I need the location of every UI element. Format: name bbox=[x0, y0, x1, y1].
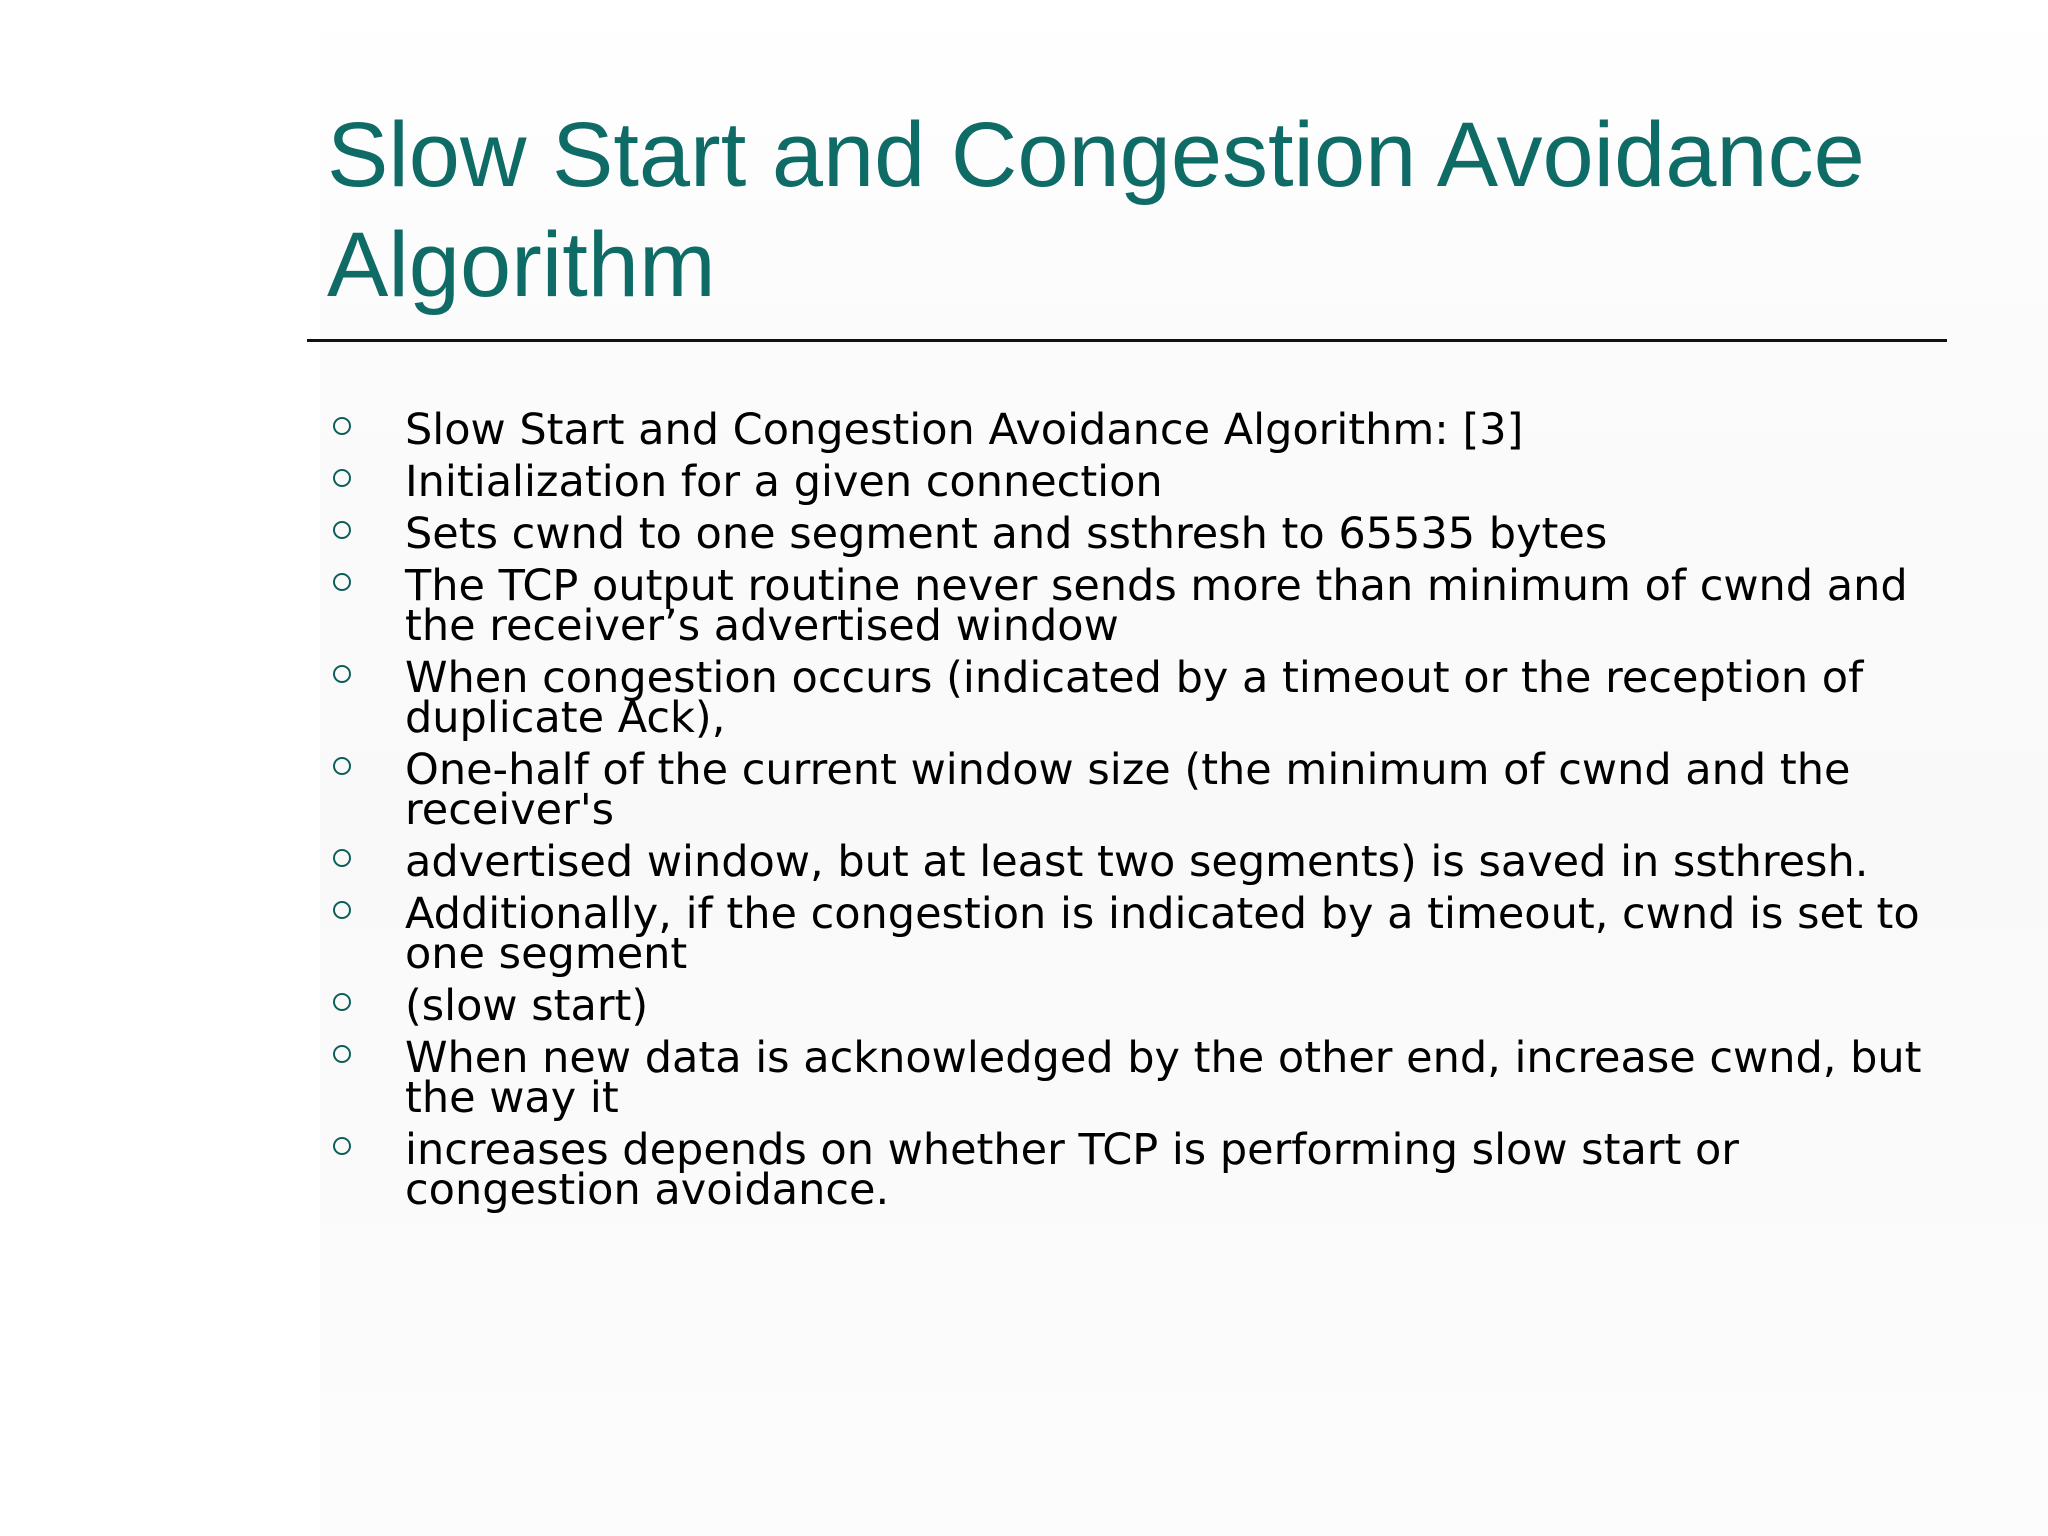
hollow-circle-bullet-icon bbox=[333, 521, 351, 539]
bullet-text: When congestion occurs (indicated by a timeout or the reception of duplicate Ack), bbox=[405, 653, 1877, 743]
hollow-circle-bullet-icon bbox=[333, 993, 351, 1011]
hollow-circle-bullet-icon bbox=[333, 901, 351, 919]
list-item bbox=[327, 981, 1947, 1031]
bullet-list bbox=[327, 405, 1947, 1222]
bullet-text: When new data is acknowledged by the other end, increase cwnd, but the way it bbox=[405, 1033, 1936, 1123]
bullet-text: Sets cwnd to one segment and ssthresh to 65535 bytes bbox=[405, 509, 1608, 559]
hollow-circle-bullet-icon bbox=[333, 757, 351, 775]
list-item bbox=[327, 837, 1947, 887]
bullet-text: Initialization for a given connection bbox=[405, 457, 1163, 507]
bullet-text: Additionally, if the congestion is indicated by a timeout, cwnd is set to one segment bbox=[405, 889, 1934, 979]
list-item bbox=[327, 745, 1947, 835]
bullet-text: (slow start) bbox=[405, 981, 649, 1031]
slide-title: Slow Start and Congestion Avoidance Algorithm bbox=[327, 104, 1865, 316]
bullet-text: advertised window, but at least two segments) is saved in ssthresh. bbox=[405, 837, 1869, 887]
list-item bbox=[327, 509, 1947, 559]
list-item bbox=[327, 653, 1947, 743]
list-item bbox=[327, 561, 1947, 651]
hollow-circle-bullet-icon bbox=[333, 469, 351, 487]
hollow-circle-bullet-icon bbox=[333, 849, 351, 867]
bullet-text: The TCP output routine never sends more than minimum of cwnd and the receiver’s advertised window bbox=[405, 561, 1922, 651]
hollow-circle-bullet-icon bbox=[333, 573, 351, 591]
hollow-circle-bullet-icon bbox=[333, 417, 351, 435]
list-item bbox=[327, 1125, 1947, 1215]
bullet-text: Slow Start and Congestion Avoidance Algorithm: [3] bbox=[405, 405, 1524, 455]
hollow-circle-bullet-icon bbox=[333, 665, 351, 683]
list-item bbox=[327, 457, 1947, 507]
list-item bbox=[327, 1033, 1947, 1123]
hollow-circle-bullet-icon bbox=[333, 1045, 351, 1063]
bullet-text: increases depends on whether TCP is performing slow start or congestion avoidance. bbox=[405, 1125, 1753, 1215]
title-divider bbox=[307, 339, 1947, 342]
list-item bbox=[327, 889, 1947, 979]
bullet-text: One-half of the current window size (the minimum of cwnd and the receiver's bbox=[405, 745, 1865, 835]
hollow-circle-bullet-icon bbox=[333, 1137, 351, 1155]
list-item bbox=[327, 405, 1947, 455]
